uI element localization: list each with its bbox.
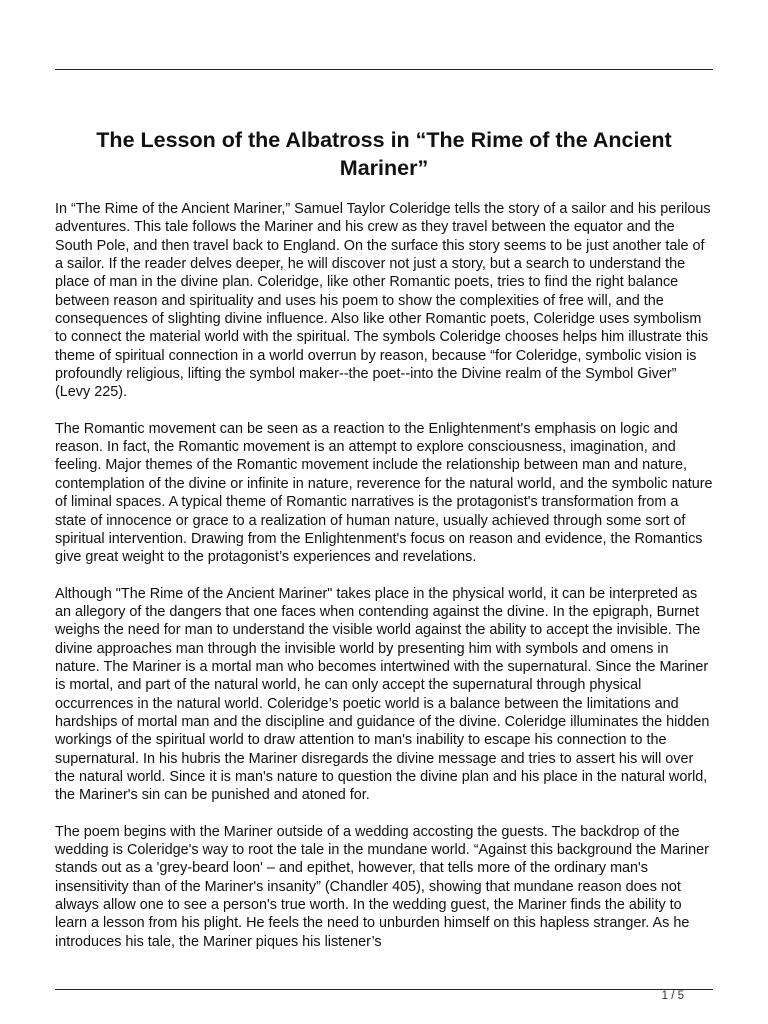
paragraph: The poem begins with the Mariner outside of a wedding accosting the guests. The backdrop of the wedding is Coleridge's way to root the tale in the mundane world. “Against this background the Mariner stands out as a 'grey-beard loon' – and epithet, however, that tells more of the ordinary man's insensitivity than of the Mariner's insanity” (Chandler 405), showing that mundane reason does not always allow one to see a person's true worth. In the wedding guest, the Mariner finds the ability to learn a lesson from his plight. He feels the need to unburden himself on this hapless stranger. As he introduces his tale, the Mariner piques his listener’s [55,823,709,950]
page-title: The Lesson of the Albatross in “The Rime of the Ancient Mariner” [96,128,672,180]
paragraph: Although "The Rime of the Ancient Mariner" takes place in the physical world, it can be interpreted as an allegory of the dangers that one faces when contending against the divine. In the epigraph, Burnet weighs the need for man to understand the visible world against the ability to accept the invisible. The divine approaches man through the invisible world by presenting him with symbols and omens in nature. The Mariner is a mortal man who becomes intertwined with the supernatural. Since the Mariner is mortal, and part of the natural world, he can only accept the supernatural through physical occurrences in the natural world. Coleridge’s poetic world is a balance between the limitations and hardships of mortal man and the discipline and guidance of the divine. Coleridge illuminates the hidden workings of the spiritual world to draw attention to man's inability to escape his connection to the supernatural. In his hubris the Mariner disregards the divine message and tries to assert his will over the natural world. Since it is man's nature to question the divine plan and his place in the natural world, the Mariner's sin can be punished and atoned for. [55,585,710,804]
paragraph: In “The Rime of the Ancient Mariner,” Samuel Taylor Coleridge tells the story of a sailor and his perilous adventures. This tale follows the Mariner and his crew as they travel between the equator and the South Pole, and then travel back to England. On the surface this story seems to be just another tale of a sailor. If the reader delves deeper, he will discover not just a story, but a search to understand the place of man in the divine plan. Coleridge, like other Romantic poets, tries to find the right balance between reason and spirituality and uses his poem to show the complexities of free will, and the consequences of slighting divine influence. Also like other Romantic poets, Coleridge uses symbolism to connect the material world with the spiritual. The symbols Coleridge chooses helps him illustrate this theme of spiritual connection in a world overrun by reason, because “for Coleridge, symbolic vision is profoundly religious, lifting the symbol maker--the poet--into the Divine realm of the Symbol Giver” (Levy 225). [55,201,711,401]
document-body [55,200,713,969]
page-number: 1 / 5 [661,990,684,1002]
top-divider [55,69,713,70]
bottom-divider [55,989,713,990]
paragraph: The Romantic movement can be seen as a reaction to the Enlightenment's emphasis on logic and reason. In fact, the Romantic movement is an attempt to explore consciousness, imagination, and feeling. Major themes of the Romantic movement include the relationship between man and nature, contemplation of the divine or infinite in nature, reverence for the natural world, and the symbolic nature of liminal spaces. A typical theme of Romantic narratives is the protagonist's transformation from a state of innocence or grace to a realization of human nature, usually achieved through some sort of spiritual intervention. Drawing from the Enlightenment's focus on reason and evidence, the Romantics give great weight to the protagonist’s experiences and revelations. [55,420,713,566]
